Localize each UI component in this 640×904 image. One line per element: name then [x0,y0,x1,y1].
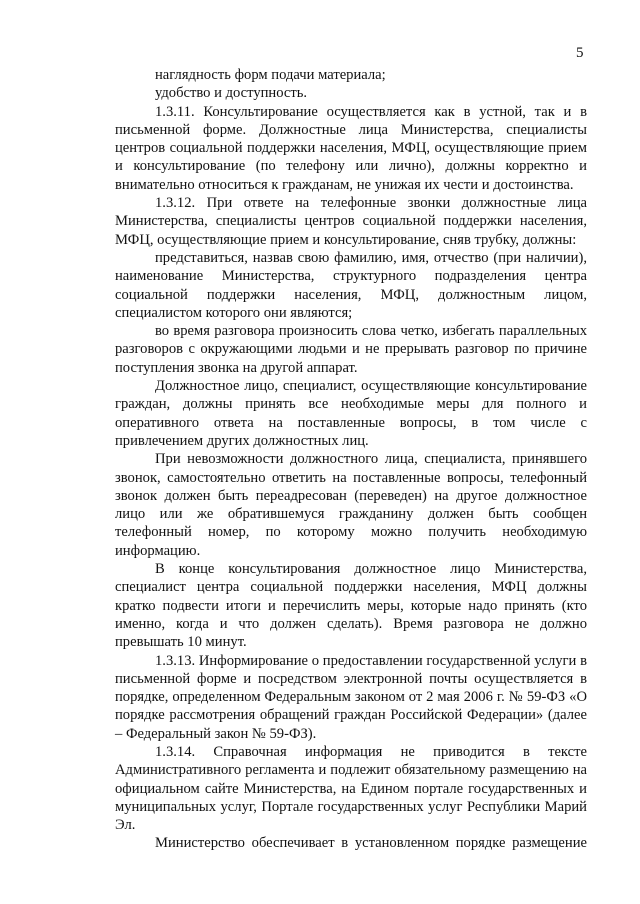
paragraph: во время разговора произносить слова четко, избегать параллельных разговоров с окружающими людьми и не прерывать разговор по причине поступления звонка на другой аппарат. [115,323,587,376]
paragraph: наглядность форм подачи материала; [155,67,386,83]
paragraph: представиться, назвав свою фамилию, имя, отчество (при наличии), наименование Министерства, структурного подразделения центра социальной поддержки населения, МФЦ, должностным лицом, специалистом которого они являются; [115,249,587,321]
paragraph: Должностное лицо, специалист, осуществляющие консультирование граждан, должны принять все необходимые меры для полного и оперативного ответа на поставленные вопросы, в том числе с привлечением других должностных лиц. [115,378,587,449]
paragraph-1-3-12: 1.3.12. При ответе на телефонные звонки должностные лица Министерства, специалисты центров социальной поддержки населения, МФЦ, осуществляющие прием и консультирование, сняв трубку, должны: [115,195,587,248]
paragraph: Министерство обеспечивает в установленном порядке размещение [155,835,587,852]
paragraph: В конце консультирования должностное лицо Министерства, специалист центра социальной поддержки населения, МФЦ должны кратко подвести итоги и перечислить меры, которые надо принять (кто именно, когда и что должен сделать). Время разговора не должно превышать 10 минут. [115,561,587,651]
paragraph-1-3-11: 1.3.11. Консультирование осуществляется как в устной, так и в письменной форме. Должностные лица Министерства, специалисты центров социальной поддержки населения, МФЦ, осуществляющие прием и консультирование (по телефону или лично), должны корректно и внимательно относиться к гражданам, не унижая их чести и достоинства. [115,103,587,193]
page-number: 5 [576,45,584,61]
document-body [115,66,587,853]
paragraph: При невозможности должностного лица, специалиста, принявшего звонок, самостоятельно ответить на поставленные вопросы, телефонный звонок должен быть переадресован (переведен) на другое должностное лицо или же обратившемуся гражданину должен быть сообщен телефонный номер, по которому можно получить необходимую информацию. [115,451,587,559]
paragraph: удобство и доступность. [155,85,308,102]
paragraph-1-3-14: 1.3.14. Справочная информация не приводится в тексте Административного регламента и подлежит обязательному размещению на официальном сайте Министерства, на Едином портале государственных и муниципальных услуг, Портале государственных услуг Республики Марий Эл. [115,743,587,834]
paragraph-1-3-13: 1.3.13. Информирование о предоставлении государственной услуги в письменной форме и посредством электронной почты осуществляется в порядке, определенном Федеральным законом от 2 мая 2006 г. № 59-ФЗ «О порядке рассмотрения обращений граждан Российской Федерации» (далее – Федеральный закон № 59-ФЗ). [115,652,587,742]
